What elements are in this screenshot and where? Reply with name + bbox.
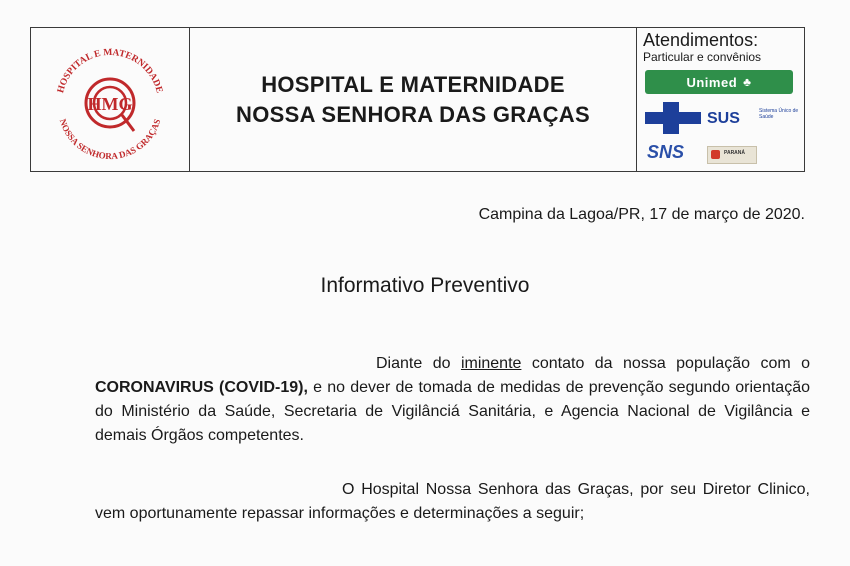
sns-label: SNS <box>647 142 685 162</box>
paragraph-1-part1: Diante do <box>376 355 461 372</box>
paragraph-1 <box>95 352 810 448</box>
paragraph-2 <box>95 478 810 526</box>
hospital-title-line1: HOSPITAL E MATERNIDADE <box>261 71 565 97</box>
sus-label: SUS <box>707 110 740 127</box>
paragraph-1-part2: contato da nossa população com o <box>521 355 811 372</box>
parana-shield-icon <box>711 150 720 159</box>
logo-ring-top-text: HOSPITAL E MATERNIDADE <box>56 47 164 94</box>
sus-small-label: Sistema Único de Saúde <box>759 108 799 120</box>
sus-logo <box>643 100 803 136</box>
paragraph-1-bold: CORONAVIRUS (COVID-19), <box>95 379 308 396</box>
svg-text:NOSSA SENHORA DAS GRAÇAS <box>58 117 163 160</box>
unimed-logo <box>645 70 793 94</box>
parana-label: PARANÁ <box>724 150 746 156</box>
logo-monogram: HMG <box>87 93 133 114</box>
paragraph-1-underlined: iminente <box>460 355 522 372</box>
plans-title: Atendimentos: <box>643 30 759 50</box>
paragraph-1-part3: e no dever de tomada de medidas de prevenção segundo orientação do Ministério da Saúde, Secretaria de Vigilânciá Sanitária, e Agencia Nacional de Vigilância e demais Órgãos competentes. <box>95 379 810 444</box>
logo-ring-bottom-text: NOSSA SENHORA DAS GRAÇAS <box>57 117 163 161</box>
unimed-label: Unimed <box>686 74 738 90</box>
hospital-logo-cell <box>31 28 190 171</box>
hospital-logo <box>40 35 180 165</box>
paragraph-2-text: O Hospital Nossa Senhora das Graças, por seu Diretor Clinico, vem oportunamente repassar informações e determinações a seguir; <box>95 481 810 522</box>
unimed-tree-icon: ♣ <box>743 75 752 89</box>
document-heading: Informativo Preventivo <box>320 274 530 297</box>
sns-parana-logos <box>645 140 795 166</box>
sus-cross-icon <box>643 100 703 136</box>
hospital-title-line2: NOSSA SENHORA DAS GRAÇAS <box>236 101 590 127</box>
plans-subtitle: Particular e convênios <box>643 50 762 64</box>
letterhead <box>30 27 805 172</box>
document-date: Campina da Lagoa/PR, 17 de março de 2020. <box>478 206 805 223</box>
parana-badge <box>707 146 757 164</box>
hospital-title <box>190 28 636 171</box>
insurance-plans-cell <box>636 28 804 171</box>
